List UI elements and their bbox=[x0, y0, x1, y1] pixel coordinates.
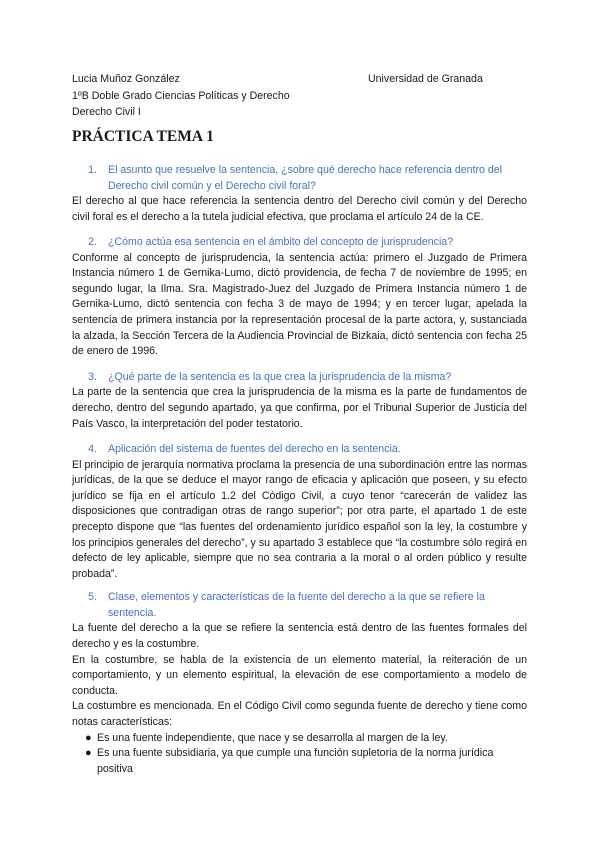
characteristics-list bbox=[72, 731, 527, 778]
page-title: PRÁCTICA TEMA 1 bbox=[72, 128, 214, 145]
question-5 bbox=[72, 590, 527, 621]
list-item bbox=[72, 746, 527, 777]
question-4 bbox=[72, 442, 527, 458]
question-text: Aplicación del sistema de fuentes del derecho en la sentencia. bbox=[108, 443, 401, 456]
question-number: 5. bbox=[88, 591, 97, 604]
answer-paragraph: La fuente del derecho a la que se refiere la sentencia está dentro de las fuentes formales del derecho y es la costumbre. bbox=[72, 622, 527, 650]
answer-paragraph: La parte de la sentencia que crea la jurisprudencia de la misma es la parte de fundamentos de derecho, dentro del segundo apartado, ya que confirma, por el Tribunal Superior de Justicia del País Vasco, la interpretación del poder testatorio. bbox=[72, 386, 527, 430]
question-2 bbox=[72, 235, 527, 251]
question-number: 4. bbox=[88, 443, 97, 456]
author-name: Lucia Muñoz González bbox=[72, 73, 180, 85]
question-3 bbox=[72, 370, 527, 386]
answer-paragraph: El derecho al que hace referencia la sentencia dentro del Derecho civil común y del Derecho civil foral es el derecho a la tutela judicial efectiva, que proclama el artículo 24 de la CE. bbox=[72, 195, 527, 223]
bullet-icon: ● bbox=[85, 747, 92, 760]
question-1 bbox=[72, 163, 527, 194]
question-number: 3. bbox=[88, 370, 97, 383]
question-text: Clase, elementos y características de la fuente del derecho a la que se refiere la sentencia. bbox=[108, 591, 485, 619]
document-body bbox=[72, 163, 527, 777]
degree-line: 1ºB Doble Grado Ciencias Políticas y Derecho bbox=[72, 89, 290, 102]
question-text: El asunto que resuelve la sentencia, ¿sobre qué derecho hace referencia dentro del Derecho civil común y el Derecho civil foral? bbox=[108, 164, 502, 192]
course-line: Derecho Civil I bbox=[72, 106, 141, 118]
question-text: ¿Cómo actúa esa sentencia en el ámbito del concepto de jurisprudencia? bbox=[108, 236, 454, 249]
list-item-text: Es una fuente independiente, que nace y se desarrolla al margen de la ley. bbox=[97, 731, 448, 744]
bullet-icon: ● bbox=[85, 731, 92, 744]
university-name: Universidad de Granada bbox=[368, 73, 483, 85]
question-number: 1. bbox=[88, 164, 97, 176]
answer-paragraph: En la costumbre, se habla de la existencia de un elemento material, la reiteración de un comportamiento, y un elemento espiritual, la elevación de ese comportamiento a modelo de conducta. bbox=[72, 653, 527, 697]
answer-paragraph: Conforme al concepto de jurisprudencia, la sentencia actúa: primero el Juzgado de Primera Instancia número 1 de Gernika-Lumo, dictó providencia, de fecha 7 de noviembre de 1995; en segundo lugar, la Ilma. Sra. Magistrado-Juez del Juzgado de Primera Instancia número 1 de Gernika-Lumo, dictó sentencia con fecha 3 de mayo de 1994; y en tercer lugar, apelada la sentencia de primera instancia por la representación procesal de la parte actora, y, sustanciada la alzada, la Sección Tercera de la Audiencia Provincial de Bizkaia, dictó sentencia con fecha 25 de enero de 1996. bbox=[72, 251, 527, 358]
list-item-text: Es una fuente subsidiaria, ya que cumple una función supletoria de la norma jurídica positiva bbox=[97, 747, 494, 775]
answer-paragraph: La costumbre es mencionada. En el Código Civil como segunda fuente de derecho y tiene como notas características: bbox=[72, 700, 527, 728]
question-number: 2. bbox=[88, 236, 97, 249]
list-item bbox=[72, 731, 527, 747]
question-text: ¿Qué parte de la sentencia es la que crea la jurisprudencia de la misma? bbox=[108, 370, 452, 383]
author-block bbox=[72, 71, 290, 121]
answer-paragraph: El principio de jerarquía normativa proclama la presencia de una subordinación entre las normas jurídicas, de la que se deduce el mayor rango de eficacia y aplicación que poseen, y su efecto jurídico se fija en el artículo 1.2 del Código Civil, a cuyo tenor “carecerán de validez las disposiciones que contradigan otras de rango superior”; por otra parte, el apartado 1 de este precepto dispone que “las fuentes del ordenamiento jurídico español son la ley, la costumbre y los principios generales del derecho”, y su apartado 3 establece que “la costumbre sólo regirá en defecto de ley aplicable, siempre que no sea contraria a la moral o al orden público y resulte probada”. bbox=[72, 458, 527, 580]
